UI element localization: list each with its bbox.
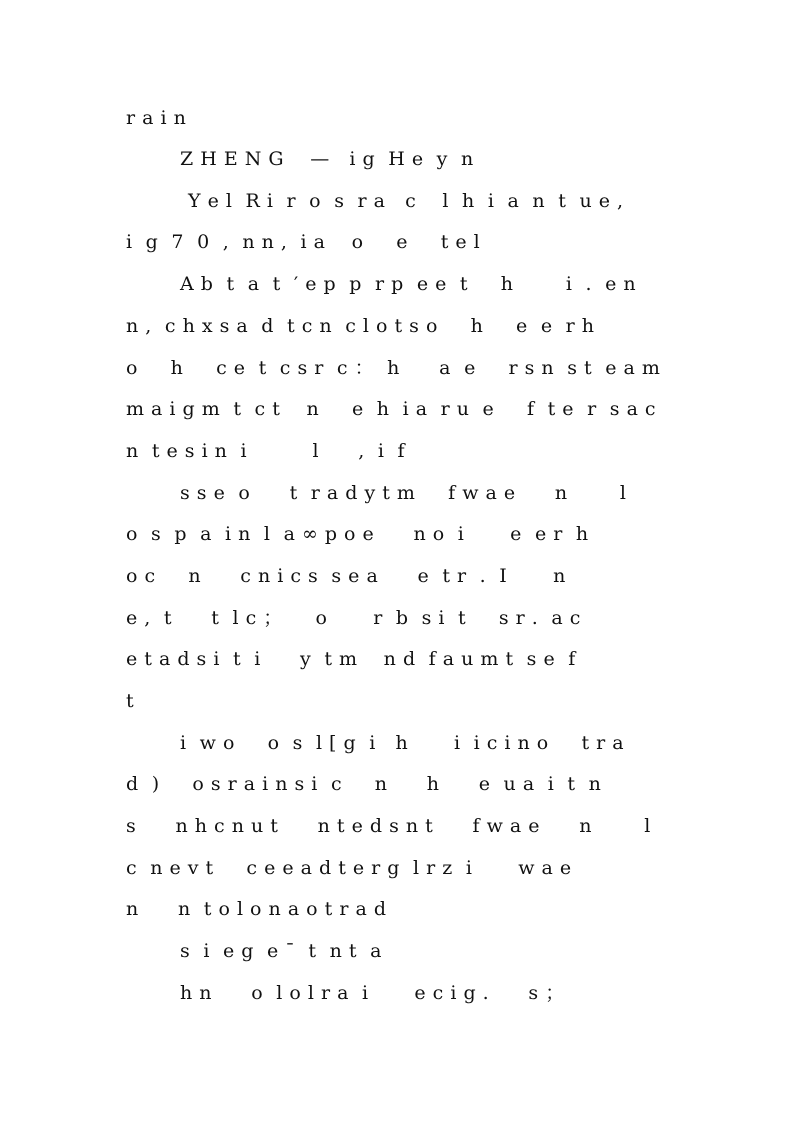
text-line: t	[126, 690, 135, 712]
text-line: m a i g m t c t n e h i a r u e f t e r s a c	[126, 398, 657, 420]
text-line: Y e l R i r o s r a c l h i a n t u e ,	[188, 190, 624, 212]
text-line: n n t o l o n a o t r a d	[126, 898, 387, 920]
text-line: e , t t l c ； o r b s i t s r . a c	[126, 607, 581, 629]
text-line: Z H E N G — i g H e y n	[180, 148, 474, 170]
text-line: n t e s i n i l , i f	[126, 440, 406, 462]
text-line: o h c e t c s r c ： h a e r s n s t e a m	[126, 357, 661, 379]
text-line: A b t a t ′ e p p r p e e t h i . e n	[180, 273, 637, 295]
text-line: o s p a i n l a ∞ p o e n o i e e r h	[126, 523, 589, 545]
text-line: r a i n	[126, 107, 187, 129]
text-line: s i e g e ¯ t n t a	[180, 940, 382, 962]
text-line: n , c h x s a d t c n c l o t s o h e e r h	[126, 315, 595, 337]
text-line: s s e o t r a d y t m f w a e n l	[180, 482, 627, 504]
text-line: d ) o s r a i n s i c n h e u a i t n	[126, 773, 602, 795]
text-line: h n o l o l r a i e c i g . s ；	[180, 982, 565, 1004]
text-line: e t a d s i t i y t m n d f a u m t s e f	[126, 648, 576, 670]
text-line: c n e v t c e e a d t e r g l r z i w a e	[126, 857, 572, 879]
text-line: o c n c n i c s s e a e t r . I n	[126, 565, 566, 587]
text-line: i g 7 0 , n n , i a o e t e l	[126, 231, 481, 253]
text-line: i w o o s l [ g i h i i c i n o t r a	[180, 732, 625, 754]
text-line: s n h c n u t n t e d s n t f w a e n l	[126, 815, 651, 837]
